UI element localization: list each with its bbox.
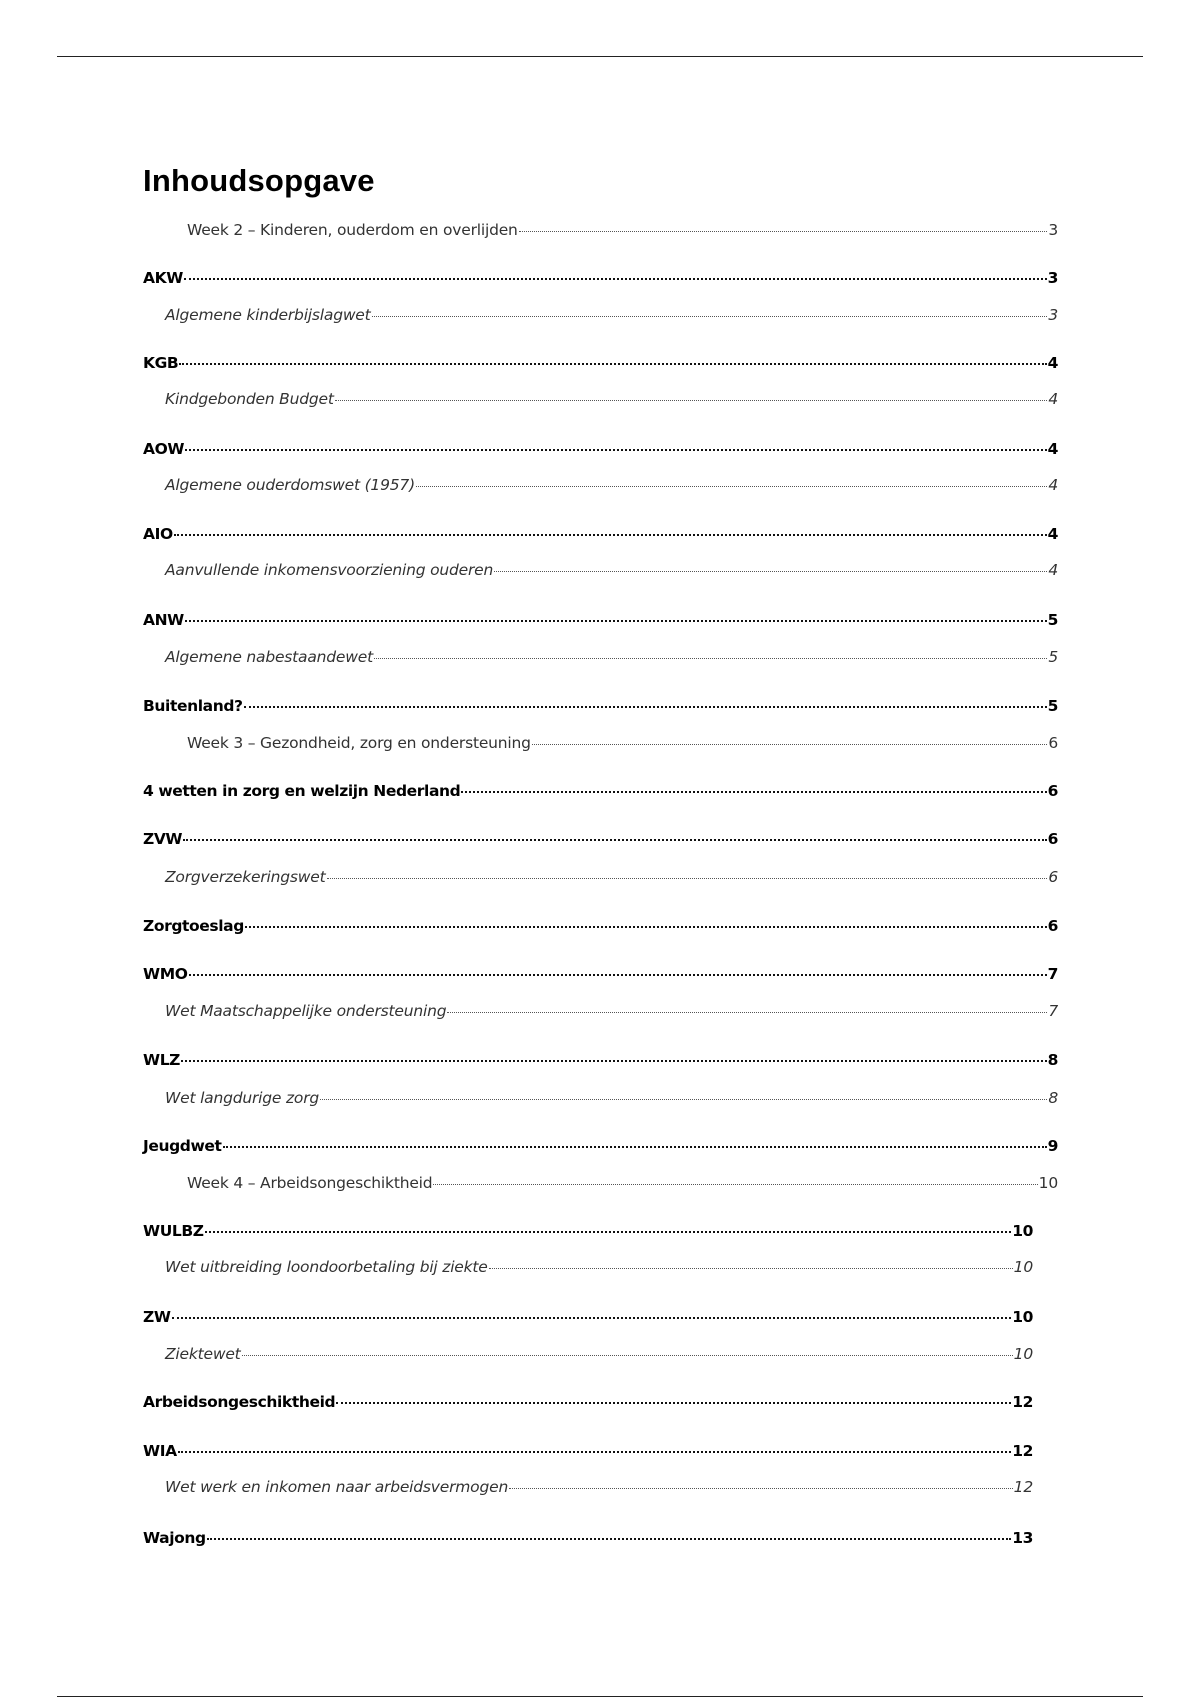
toc-entry[interactable] <box>143 733 1058 753</box>
toc-entry[interactable] <box>143 916 1058 936</box>
toc-leader <box>183 839 1046 841</box>
toc-entry[interactable] <box>143 1050 1058 1070</box>
toc-entry[interactable] <box>143 867 1058 887</box>
toc-page-number: 4 <box>1048 561 1058 579</box>
toc-page-number: 3 <box>1047 269 1058 287</box>
toc-leader <box>320 1099 1047 1100</box>
toc-page-number: 5 <box>1047 611 1058 629</box>
toc-page-number: 6 <box>1048 734 1058 752</box>
toc-entry[interactable] <box>143 439 1058 459</box>
toc-entry-label: Wet werk en inkomen naar arbeidsvermogen <box>165 1478 509 1496</box>
toc-entry[interactable] <box>143 1477 1033 1497</box>
toc-entry[interactable] <box>143 560 1058 580</box>
toc-entry[interactable] <box>143 1173 1058 1193</box>
toc-page-number: 4 <box>1047 354 1058 372</box>
toc-entry[interactable] <box>143 305 1058 325</box>
toc-leader <box>416 486 1047 487</box>
toc-entry[interactable] <box>143 781 1058 801</box>
toc-leader <box>185 449 1047 451</box>
toc-page-number: 6 <box>1047 782 1058 800</box>
toc-entry[interactable] <box>143 610 1058 630</box>
toc-entry-label: Wet langdurige zorg <box>165 1089 320 1107</box>
toc-entry[interactable] <box>143 1001 1058 1021</box>
toc-leader <box>185 620 1047 622</box>
toc-leader <box>372 316 1048 317</box>
toc-leader <box>245 926 1047 928</box>
toc-entry-label: AKW <box>143 269 183 287</box>
toc-entry-label: WLZ <box>143 1051 181 1069</box>
toc-page-number: 10 <box>1012 1308 1033 1326</box>
toc-leader <box>336 1402 1011 1404</box>
toc-entry[interactable] <box>143 475 1058 495</box>
toc-entry-label: Week 2 – Kinderen, ouderdom en overlijden <box>187 221 518 239</box>
toc-entry[interactable] <box>143 389 1058 409</box>
toc-entry[interactable] <box>143 353 1058 373</box>
toc-entry-label: Algemene nabestaandewet <box>165 648 373 666</box>
toc-leader <box>461 791 1046 793</box>
toc-page-number: 6 <box>1048 868 1058 886</box>
toc-entry[interactable] <box>143 1441 1033 1461</box>
toc-page-number: 3 <box>1048 221 1058 239</box>
toc-leader <box>244 706 1047 708</box>
toc-entry-label: Week 3 – Gezondheid, zorg en ondersteuning <box>187 734 531 752</box>
toc-entry[interactable] <box>143 220 1058 240</box>
toc-page-number: 10 <box>1012 1222 1033 1240</box>
toc-leader <box>327 878 1048 879</box>
toc-page-number: 10 <box>1013 1345 1033 1363</box>
toc-leader <box>189 974 1047 976</box>
toc-page-number: 8 <box>1047 1051 1058 1069</box>
toc-entry[interactable] <box>143 1257 1033 1277</box>
toc-entry[interactable] <box>143 524 1058 544</box>
toc-entry-label: AIO <box>143 525 173 543</box>
toc-entry-label: ANW <box>143 611 184 629</box>
toc-page-number: 3 <box>1048 306 1058 324</box>
toc-page-number: 7 <box>1047 965 1058 983</box>
toc-entry-label: Kindgebonden Budget <box>165 390 334 408</box>
toc-page-number: 12 <box>1012 1442 1033 1460</box>
toc-title: Inhoudsopgave <box>143 163 375 198</box>
toc-leader <box>509 1488 1013 1489</box>
toc-page-number: 4 <box>1047 440 1058 458</box>
toc-page-number: 4 <box>1048 390 1058 408</box>
toc-leader <box>433 1184 1037 1185</box>
toc-entry-label: Zorgtoeslag <box>143 917 244 935</box>
toc-leader <box>184 278 1047 280</box>
toc-entry-label: WIA <box>143 1442 177 1460</box>
toc-entry-label: Algemene ouderdomswet (1957) <box>165 476 415 494</box>
toc-leader <box>242 1355 1013 1356</box>
toc-entry-label: WULBZ <box>143 1222 204 1240</box>
toc-page-number: 4 <box>1047 525 1058 543</box>
toc-entry[interactable] <box>143 647 1058 667</box>
toc-page-number: 10 <box>1038 1174 1058 1192</box>
toc-leader <box>494 571 1047 572</box>
toc-entry[interactable] <box>143 1307 1033 1327</box>
toc-page-number: 12 <box>1013 1478 1033 1496</box>
toc-page-number: 8 <box>1048 1089 1058 1107</box>
footer-rule <box>57 1696 1143 1697</box>
toc-leader <box>179 363 1046 365</box>
toc-entry[interactable] <box>143 964 1058 984</box>
toc-entry[interactable] <box>143 268 1058 288</box>
toc-entry-label: Jeugdwet <box>143 1137 222 1155</box>
toc-entry-label: ZW <box>143 1308 171 1326</box>
toc-entry-label: Algemene kinderbijslagwet <box>165 306 371 324</box>
toc-entry[interactable] <box>143 1136 1058 1156</box>
table-of-contents <box>143 0 1058 1700</box>
toc-entry-label: 4 wetten in zorg en welzijn Nederland <box>143 782 461 800</box>
toc-page-number: 4 <box>1048 476 1058 494</box>
toc-page-number: 13 <box>1012 1529 1033 1547</box>
toc-entry-label: Buitenland? <box>143 697 243 715</box>
toc-entry[interactable] <box>143 1344 1033 1364</box>
toc-entry[interactable] <box>143 696 1058 716</box>
toc-entry-label: Week 4 – Arbeidsongeschiktheid <box>187 1174 433 1192</box>
toc-entry[interactable] <box>143 1392 1033 1412</box>
toc-entry-label: Ziektewet <box>165 1345 241 1363</box>
toc-entry-label: ZVW <box>143 830 183 848</box>
toc-entry[interactable] <box>143 1088 1058 1108</box>
toc-leader <box>181 1060 1047 1062</box>
toc-page-number: 12 <box>1012 1393 1033 1411</box>
toc-page-number: 5 <box>1048 648 1058 666</box>
toc-entry[interactable] <box>143 829 1058 849</box>
toc-entry-label: WMO <box>143 965 188 983</box>
toc-leader <box>335 400 1048 401</box>
toc-entry[interactable] <box>143 1528 1033 1548</box>
toc-leader <box>207 1538 1012 1540</box>
toc-entry-label: Wet Maatschappelijke ondersteuning <box>165 1002 447 1020</box>
toc-leader <box>172 1317 1012 1319</box>
toc-entry-label: Wajong <box>143 1529 206 1547</box>
toc-page-number: 9 <box>1047 1137 1058 1155</box>
toc-leader <box>205 1231 1012 1233</box>
toc-page-number: 7 <box>1048 1002 1058 1020</box>
toc-entry-label: Wet uitbreiding loondoorbetaling bij ziekte <box>165 1258 488 1276</box>
toc-leader <box>489 1268 1013 1269</box>
toc-entry[interactable] <box>143 1221 1033 1241</box>
toc-page-number: 5 <box>1047 697 1058 715</box>
toc-entry-label: KGB <box>143 354 179 372</box>
toc-entry-label: Arbeidsongeschiktheid <box>143 1393 336 1411</box>
toc-entry-label: Zorgverzekeringswet <box>165 868 326 886</box>
toc-entry-label: AOW <box>143 440 185 458</box>
toc-leader <box>178 1451 1012 1453</box>
toc-leader <box>519 231 1048 232</box>
toc-entry-label: Aanvullende inkomensvoorziening ouderen <box>165 561 494 579</box>
toc-page-number: 6 <box>1047 917 1058 935</box>
toc-leader <box>174 534 1047 536</box>
toc-page-number: 6 <box>1047 830 1058 848</box>
toc-page-number: 10 <box>1013 1258 1033 1276</box>
toc-leader <box>374 658 1047 659</box>
toc-leader <box>532 744 1048 745</box>
toc-leader <box>223 1146 1047 1148</box>
toc-leader <box>447 1012 1047 1013</box>
